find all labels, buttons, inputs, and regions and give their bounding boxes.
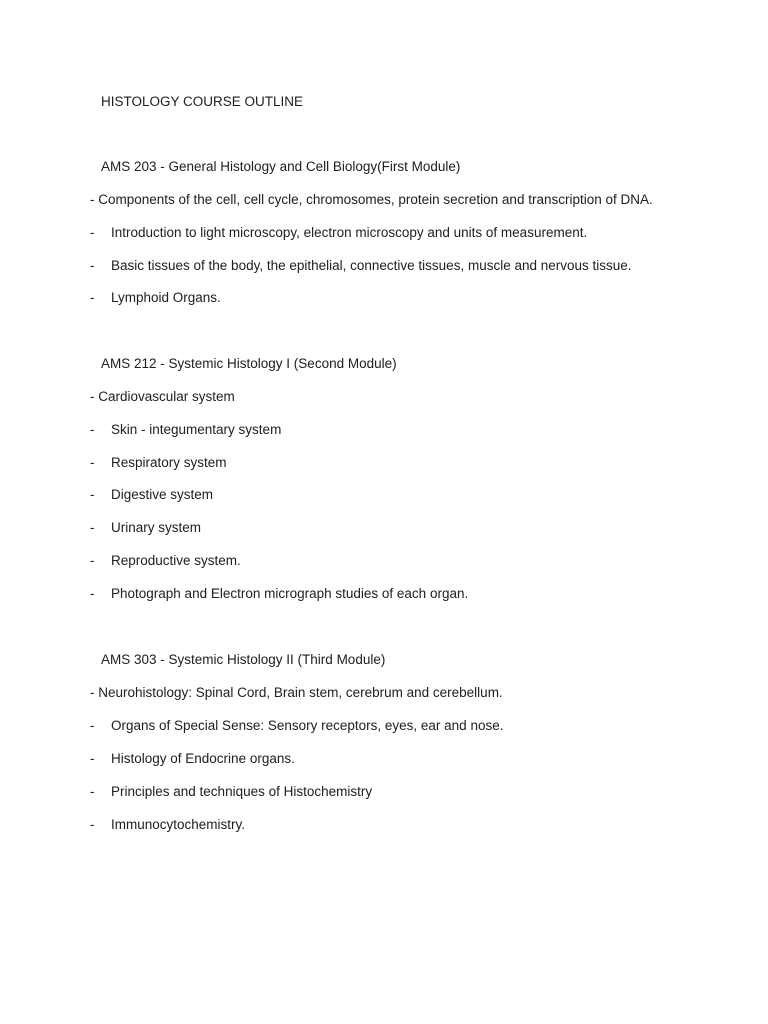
bullet-dash: - (90, 520, 95, 535)
document-title: HISTOLOGY COURSE OUTLINE (101, 94, 304, 109)
list-item-text: Respiratory system (111, 455, 227, 470)
bullet-dash: - (90, 718, 95, 733)
list-item-text: Photograph and Electron micrograph studies of each organ. (111, 586, 469, 601)
module-heading: AMS 203 - General Histology and Cell Biology(First Module) (101, 159, 461, 174)
list-item-text: Lymphoid Organs. (111, 290, 221, 305)
list-item: - Components of the cell, cell cycle, chromosomes, protein secretion and transcription of DNA. (90, 192, 653, 207)
bullet-dash: - (90, 290, 95, 305)
list-item: - Cardiovascular system (90, 389, 235, 404)
bullet-dash: - (90, 422, 95, 437)
bullet-dash: - (90, 784, 95, 799)
bullet-dash: - (90, 586, 95, 601)
list-item-text: Reproductive system. (111, 553, 241, 568)
bullet-dash: - (90, 751, 95, 766)
list-item-text: Introduction to light microscopy, electron microscopy and units of measurement. (111, 225, 588, 240)
bullet-dash: - (90, 553, 95, 568)
list-item-text: Histology of Endocrine organs. (111, 751, 295, 766)
list-item: - Neurohistology: Spinal Cord, Brain stem, cerebrum and cerebellum. (90, 685, 503, 700)
list-item-text: Principles and techniques of Histochemistry (111, 784, 373, 799)
list-item-text: Digestive system (111, 487, 214, 502)
module-heading: AMS 303 - Systemic Histology II (Third Module) (101, 652, 386, 667)
bullet-dash: - (90, 455, 95, 470)
list-item-text: Skin - integumentary system (111, 422, 282, 437)
list-item-text: Urinary system (111, 520, 202, 535)
module-heading: AMS 212 - Systemic Histology I (Second Module) (101, 356, 397, 371)
bullet-dash: - (90, 225, 95, 240)
bullet-dash: - (90, 258, 95, 273)
list-item-text: Organs of Special Sense: Sensory receptors, eyes, ear and nose. (111, 718, 504, 733)
bullet-dash: - (90, 487, 95, 502)
bullet-dash: - (90, 817, 95, 832)
list-item-text: Basic tissues of the body, the epithelial, connective tissues, muscle and nervous tissue. (111, 258, 632, 273)
list-item-text: Immunocytochemistry. (111, 817, 246, 832)
